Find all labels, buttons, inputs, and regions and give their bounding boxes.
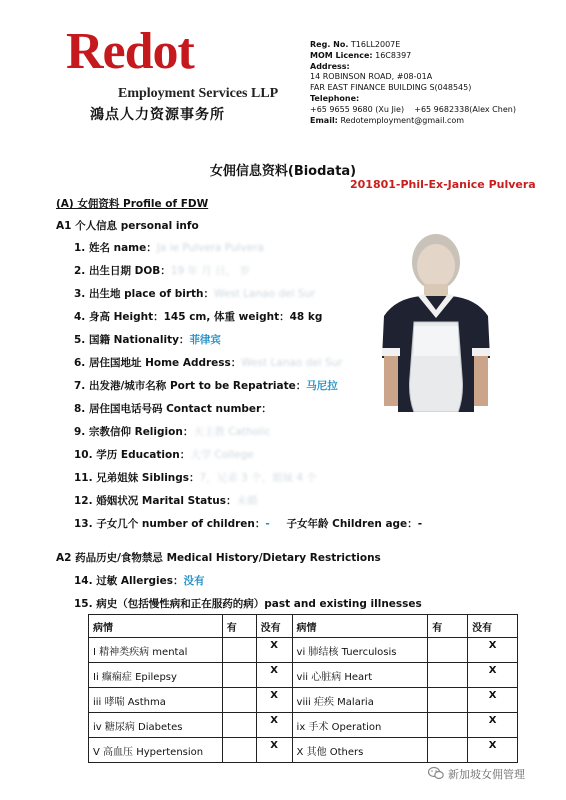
item-value: 马尼拉 (306, 380, 338, 392)
tel-label: Telephone: (310, 93, 360, 103)
tel-value: +65 9655 9680 (Xu Jie) +65 9682338(Alex Chen) (310, 104, 516, 114)
item-value: 未婚 (236, 495, 258, 507)
item-value: 没有 (183, 575, 205, 587)
illness-no: X (256, 688, 292, 713)
item-value: - (265, 518, 270, 530)
item-value: West Lanao del Sur (214, 288, 316, 300)
wechat-icon (428, 766, 444, 780)
item-label: 5. 国籍 Nationality： (74, 334, 190, 346)
item-home-address (74, 355, 343, 370)
item-name (74, 240, 264, 255)
item-illnesses (74, 596, 422, 611)
item-label: 15. 病史（包括慢性病和正在服药的病）past and existing illnesses (74, 598, 422, 610)
illness-no: X (468, 638, 518, 663)
footer-watermark: 新加坡女佣管理 (448, 768, 525, 781)
item-contact (74, 401, 272, 416)
children-age-label: 子女年龄 Children age： (286, 518, 418, 530)
item-siblings (74, 470, 317, 485)
illness-name: vii 心脏病 Heart (292, 663, 428, 688)
company-sub-name: Employment Services LLP (118, 86, 279, 101)
doc-title: 女佣信息资料(Biodata) (209, 164, 357, 179)
illness-yes (222, 738, 256, 763)
address-label: Address: (310, 61, 350, 71)
item-religion (74, 424, 271, 439)
company-cn-name: 鴻点人力资源事务所 (90, 107, 225, 123)
illness-name: Ii 癫痫症 Epilepsy (89, 663, 223, 688)
illness-table (88, 614, 518, 763)
table-row (89, 713, 518, 738)
item-label: 6. 居住国地址 Home Address： (74, 357, 242, 369)
table-header: 病情 (292, 615, 428, 638)
reg-label: Reg. No. (310, 40, 349, 49)
doc-code: 201801-Phil-Ex-Janice Pulvera (350, 178, 536, 191)
illness-yes (222, 663, 256, 688)
illness-name: I 精神类疾病 mental (89, 638, 223, 663)
illness-no: X (468, 713, 518, 738)
illness-no: X (256, 638, 292, 663)
item-marital-status (74, 493, 258, 508)
item-label: 4. 身高 Height： (74, 311, 164, 323)
item-label: 3. 出生地 place of birth： (74, 288, 215, 300)
illness-no: X (468, 663, 518, 688)
item-value: 19 年 月 日， 岁 (170, 265, 250, 277)
item-label: 8. 居住国电话号码 Contact number： (74, 403, 272, 415)
table-header: 有 (428, 615, 468, 638)
table-row (89, 638, 518, 663)
item-children (74, 516, 422, 531)
section-a2-title: A2 药品历史/食物禁忌 Medical History/Dietary Restrictions (56, 552, 381, 564)
reg-value: T16LL2007E (350, 40, 401, 49)
email-label: Email: (310, 115, 338, 125)
item-education (74, 447, 254, 462)
company-info (310, 40, 516, 126)
illness-name: iii 哮喘 Asthma (89, 688, 223, 713)
item-label: 14. 过敏 Allergies： (74, 575, 184, 587)
illness-no: X (256, 713, 292, 738)
item-label: 7. 出发港/城市名称 Port to be Repatriate： (74, 380, 307, 392)
illness-yes (428, 738, 468, 763)
illness-yes (428, 688, 468, 713)
table-row (89, 738, 518, 763)
table-row (89, 663, 518, 688)
item-value: Ja ie Pulvera Pulvera (156, 242, 264, 254)
email-value: Redotemployment@gmail.com (340, 115, 465, 125)
item-port (74, 378, 338, 393)
mom-label: MOM Licence: (310, 50, 373, 60)
section-a-title: (A) 女佣资料 Profile of FDW (56, 198, 209, 210)
illness-yes (428, 713, 468, 738)
illness-no: X (256, 738, 292, 763)
item-nationality (74, 332, 221, 347)
illness-name: X 其他 Others (292, 738, 428, 763)
item-value: West Lanao del Sur (241, 357, 343, 369)
table-header-row (89, 615, 518, 638)
item-label: 2. 出生日期 DOB： (74, 265, 171, 277)
item-label: 10. 学历 Education： (74, 449, 191, 461)
section-a1-title: A1 个人信息 personal info (56, 220, 199, 232)
table-header: 病情 (89, 615, 223, 638)
fdw-photo (378, 226, 494, 412)
children-age-value: - (417, 518, 423, 530)
item-place-of-birth (74, 286, 315, 301)
address-line-2: FAR EAST FINANCE BUILDING S(048545) (310, 83, 472, 93)
item-label: 9. 宗教信仰 Religion： (74, 426, 194, 438)
illness-name: V 高血压 Hypertension (89, 738, 223, 763)
illness-yes (428, 638, 468, 663)
table-header: 没有 (256, 615, 292, 638)
illness-name: viii 疟疾 Malaria (292, 688, 428, 713)
item-label: 12. 婚姻状况 Marital Status： (74, 495, 237, 507)
illness-no: X (468, 738, 518, 763)
item-label: 13. 子女几个 number of children： (74, 518, 266, 530)
mom-value: 16C8397 (375, 50, 412, 60)
table-header: 没有 (468, 615, 518, 638)
illness-name: iv 糖尿病 Diabetes (89, 713, 223, 738)
illness-no: X (468, 688, 518, 713)
table-row (89, 688, 518, 713)
illness-yes (222, 638, 256, 663)
table-header: 有 (222, 615, 256, 638)
address-line-1: 14 ROBINSON ROAD, #08-01A (310, 72, 433, 82)
item-label: 1. 姓名 name： (74, 242, 157, 254)
illness-yes (428, 663, 468, 688)
item-value: 天主教 Catholic (193, 426, 271, 438)
item-value: 7，兄弟 3 个，姐妹 4 个 (199, 472, 317, 484)
illness-yes (222, 688, 256, 713)
company-logo: Redot (66, 23, 194, 80)
illness-name: vi 肺结核 Tuerculosis (292, 638, 428, 663)
illness-yes (222, 713, 256, 738)
item-value: 菲律宾 (189, 334, 221, 346)
illness-name: ix 手术 Operation (292, 713, 428, 738)
item-dob (74, 263, 250, 278)
item-label: 11. 兄弟姐妹 Siblings： (74, 472, 200, 484)
item-allergies (74, 573, 205, 588)
item-value: 大学 College (190, 449, 254, 461)
illness-no: X (256, 663, 292, 688)
item-height-weight (74, 309, 322, 324)
item-value: 145 cm, 体重 weight：48 kg (163, 311, 323, 323)
